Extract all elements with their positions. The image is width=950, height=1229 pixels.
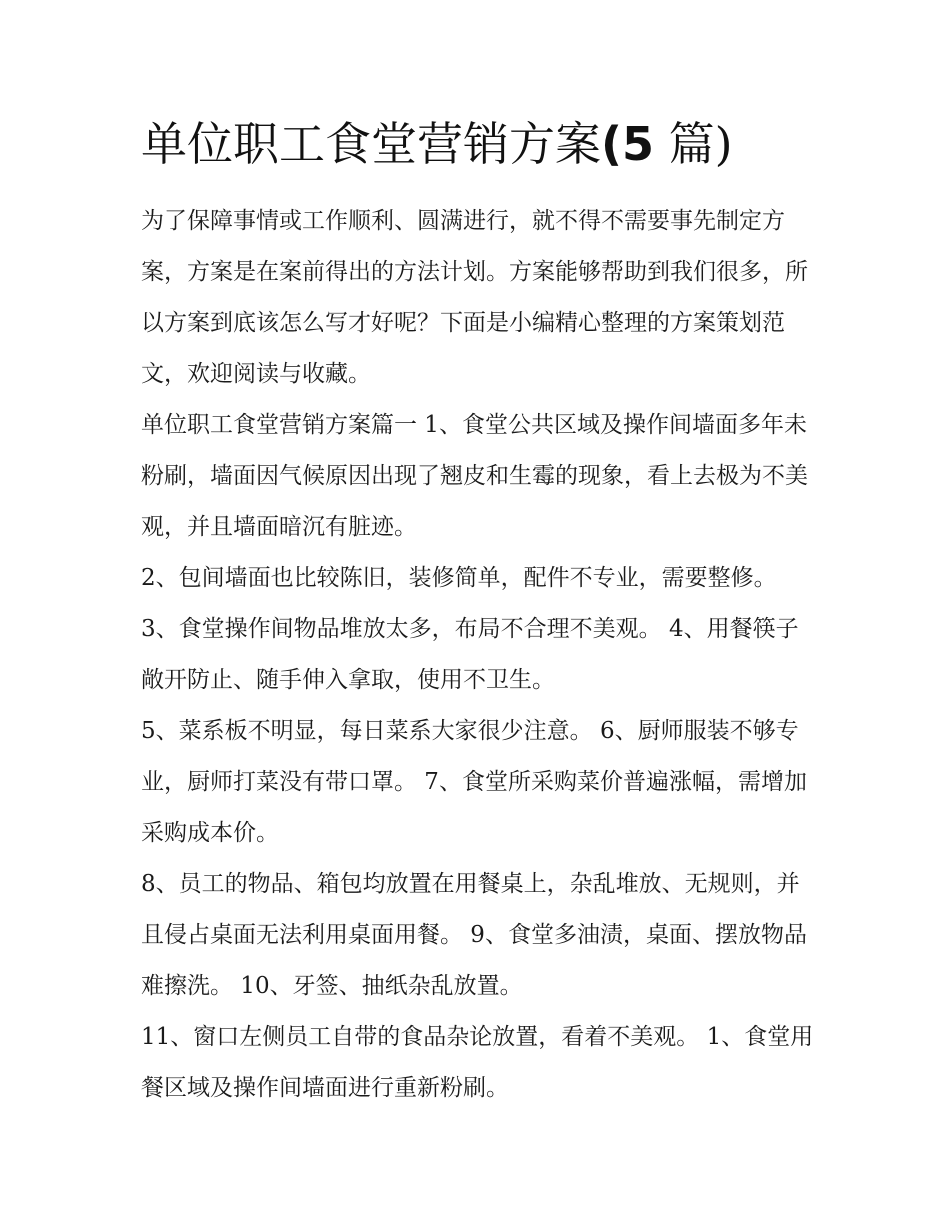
body-paragraph-5: 11、窗口左侧员工自带的食品杂论放置，看着不美观。 1、食堂用餐区域及操作间墙面进行重新粉刷。 — [141, 1024, 814, 1101]
title-main: 单位职工食堂营销方案 — [141, 117, 601, 171]
intro-paragraph: 为了保障事情或工作顺利、圆满进行，就不得不需要事先制定方案，方案是在案前得出的方法计划。方案能够帮助到我们很多，所以方案到底该怎么写才好呢？下面是小编精心整理的方案策划范文，欢迎阅读与收藏。 — [141, 208, 808, 387]
document-content — [141, 112, 821, 1114]
body-paragraph-4: 8、员工的物品、箱包均放置在用餐桌上，杂乱堆放、无规则，并且侵占桌面无法利用桌面用餐。 9、食堂多油渍，桌面、摆放物品难擦洗。 10、牙签、抽纸杂乱放置。 — [141, 871, 807, 999]
document-title — [141, 112, 821, 176]
title-open-paren: ( — [601, 117, 623, 171]
body-paragraph-1: 单位职工食堂营销方案篇一 1、食堂公共区域及操作间墙面多年未粉刷，墙面因气候原因出现了翘皮和生霉的现象，看上去极为不美观，并且墙面暗沉有脏迹。 — [141, 412, 808, 540]
title-number: 5 — [622, 117, 655, 171]
body-paragraph-2: 2、包间墙面也比较陈旧，装修简单，配件不专业，需要整修。 3、食堂操作间物品堆放太多，布局不合理不美观。 4、用餐筷子敞开防止、随手伸入拿取，使用不卫生。 — [141, 565, 799, 693]
body-paragraph-3: 5、菜系板不明显，每日菜系大家很少注意。 6、厨师服装不够专业，厨师打菜没有带口罩。 7、食堂所采购菜价普遍涨幅，需增加采购成本价。 — [141, 718, 807, 846]
title-suffix: 篇) — [654, 117, 733, 171]
